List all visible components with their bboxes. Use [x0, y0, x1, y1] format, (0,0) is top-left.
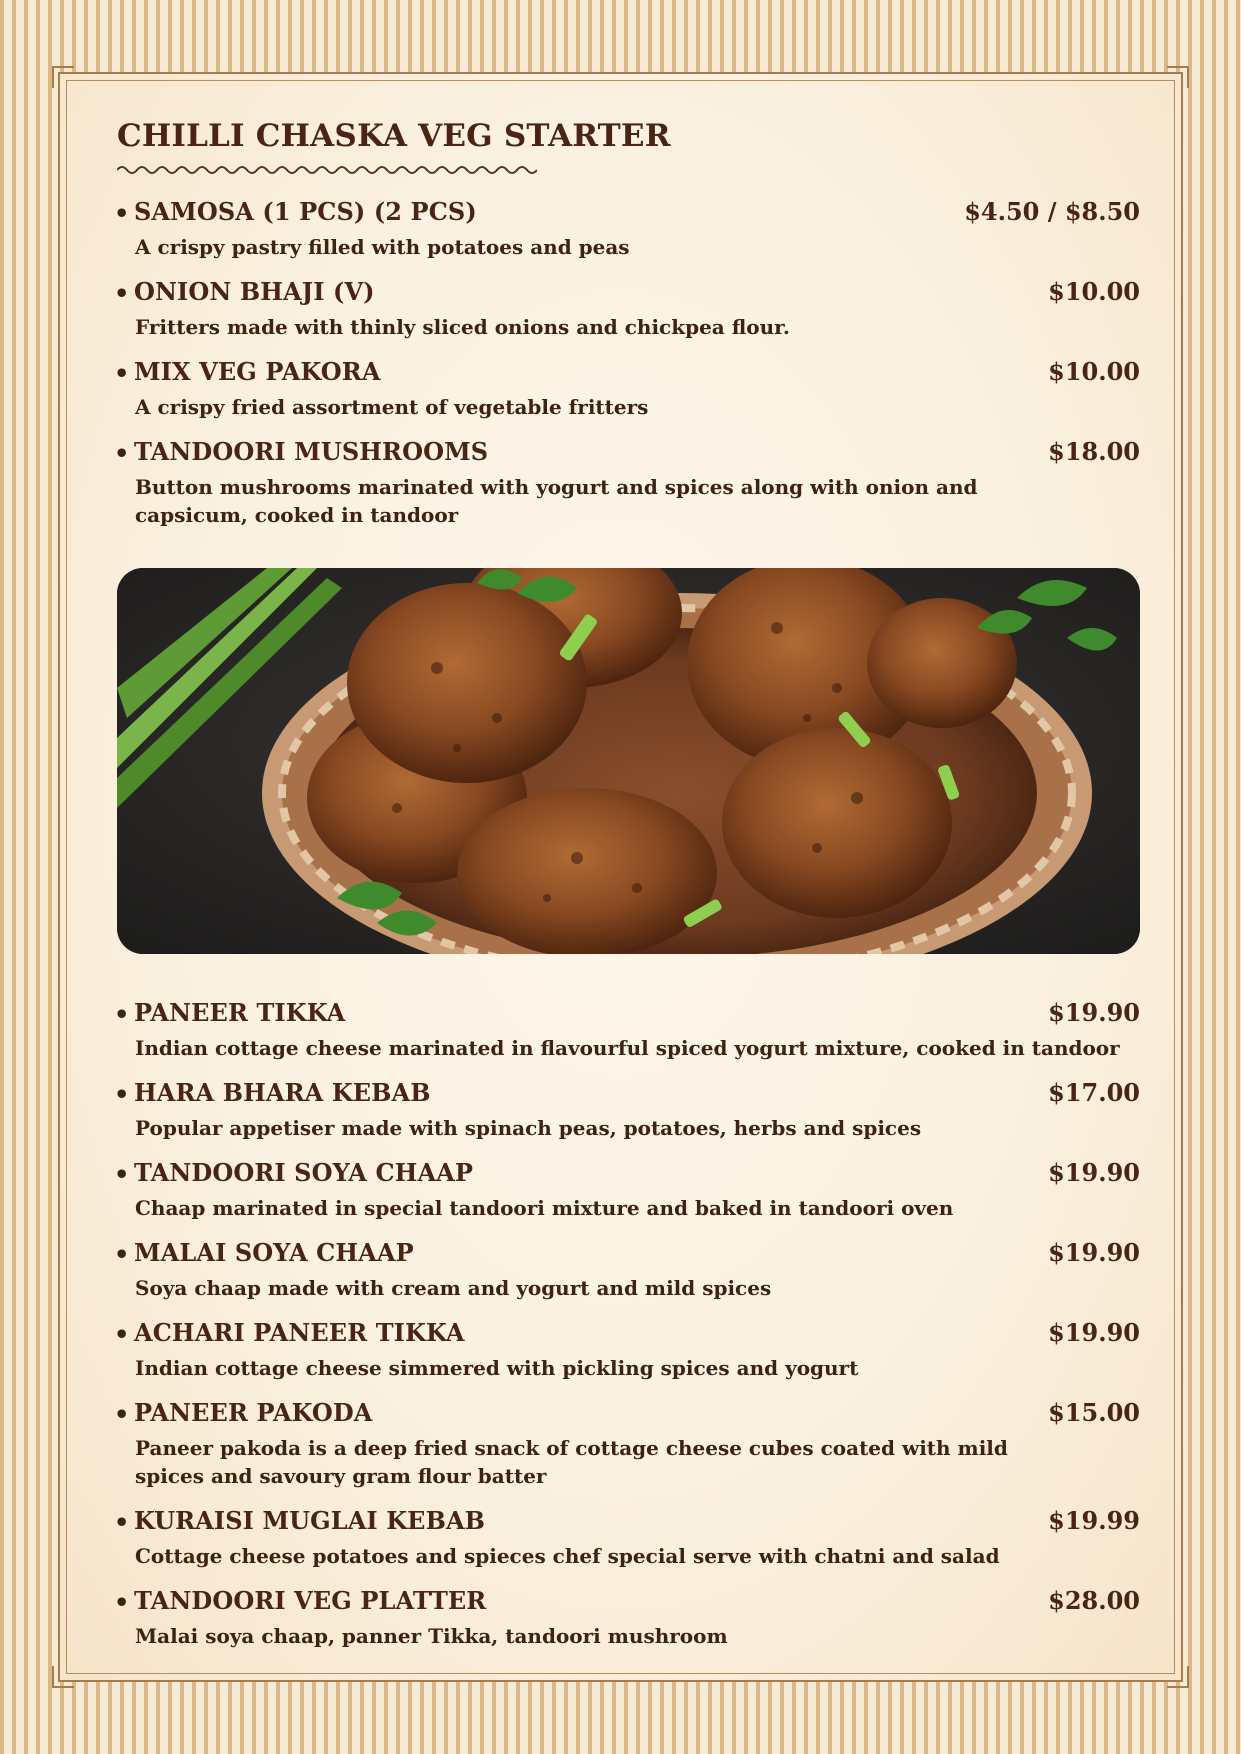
item-price: $17.00 — [1048, 1078, 1140, 1107]
item-price: $28.00 — [1048, 1586, 1140, 1615]
menu-item — [114, 998, 1140, 1062]
bullet: • — [114, 1080, 130, 1109]
item-price: $19.99 — [1048, 1506, 1140, 1535]
bullet: • — [114, 1240, 130, 1269]
item-description: Chaap marinated in special tandoori mixture and baked in tandoori oven — [135, 1196, 954, 1220]
menu-item — [114, 277, 1140, 341]
menu-item — [114, 437, 1140, 529]
bullet: • — [114, 1160, 130, 1189]
fried-kebab-plate-photo — [117, 568, 1140, 954]
bullet: • — [114, 359, 130, 388]
menu-item — [114, 197, 1140, 261]
menu-item — [114, 1398, 1140, 1490]
item-name: MIX VEG PAKORA — [134, 357, 381, 386]
item-description: Fritters made with thinly sliced onions and chickpea flour. — [135, 315, 790, 339]
item-description: Soya chaap made with cream and yogurt and mild spices — [135, 1276, 772, 1300]
item-price: $19.90 — [1048, 998, 1140, 1027]
item-name: HARA BHARA KEBAB — [134, 1078, 431, 1107]
item-description: Button mushrooms marinated with yogurt and spices along with onion and capsicum, cooked in tandoor — [135, 475, 978, 527]
item-name: PANEER PAKODA — [134, 1398, 373, 1427]
menu-item — [114, 1318, 1140, 1382]
item-description: Indian cottage cheese marinated in flavourful spiced yogurt mixture, cooked in tandoor — [135, 1036, 1120, 1060]
item-name: PANEER TIKKA — [134, 998, 346, 1027]
bullet: • — [114, 1320, 130, 1349]
item-name: TANDOORI SOYA CHAAP — [134, 1158, 474, 1187]
item-name: TANDOORI VEG PLATTER — [134, 1586, 487, 1615]
item-name: SAMOSA (1 PCS) (2 PCS) — [134, 197, 477, 226]
item-price: $18.00 — [1048, 437, 1140, 466]
item-description: Cottage cheese potatoes and spieces chef special serve with chatni and salad — [135, 1544, 1000, 1568]
item-description: Malai soya chaap, panner Tikka, tandoori mushroom — [135, 1624, 728, 1648]
item-price: $15.00 — [1048, 1398, 1140, 1427]
item-price: $19.90 — [1048, 1158, 1140, 1187]
menu-item — [114, 1586, 1140, 1650]
item-name: ONION BHAJI (V) — [134, 277, 375, 306]
title-wave-divider — [117, 164, 537, 176]
menu-section-title: CHILLI CHASKA VEG STARTER — [117, 118, 671, 154]
menu-item — [114, 1158, 1140, 1222]
item-price: $4.50 / $8.50 — [964, 197, 1140, 226]
item-price: $10.00 — [1048, 357, 1140, 386]
item-price: $19.90 — [1048, 1238, 1140, 1267]
bullet: • — [114, 1508, 130, 1537]
item-price: $19.90 — [1048, 1318, 1140, 1347]
bullet: • — [114, 1588, 130, 1617]
item-description: Paneer pakoda is a deep fried snack of cottage cheese cubes coated with mild spices and savoury gram flour batter — [135, 1436, 1008, 1488]
bullet: • — [114, 199, 130, 228]
menu-item — [114, 1078, 1140, 1142]
item-name: KURAISI MUGLAI KEBAB — [134, 1506, 486, 1535]
menu-item — [114, 1506, 1140, 1570]
item-name: ACHARI PANEER TIKKA — [134, 1318, 465, 1347]
bullet: • — [114, 1400, 130, 1429]
menu-item — [114, 1238, 1140, 1302]
item-price: $10.00 — [1048, 277, 1140, 306]
bullet: • — [114, 439, 130, 468]
bullet: • — [114, 1000, 130, 1029]
item-name: TANDOORI MUSHROOMS — [134, 437, 489, 466]
item-name: MALAI SOYA CHAAP — [134, 1238, 414, 1267]
item-description: A crispy pastry filled with potatoes and peas — [135, 235, 630, 259]
item-description: A crispy fried assortment of vegetable fritters — [135, 395, 649, 419]
item-description: Indian cottage cheese simmered with pickling spices and yogurt — [135, 1356, 859, 1380]
item-description: Popular appetiser made with spinach peas, potatoes, herbs and spices — [135, 1116, 922, 1140]
menu-item — [114, 357, 1140, 421]
bullet: • — [114, 279, 130, 308]
